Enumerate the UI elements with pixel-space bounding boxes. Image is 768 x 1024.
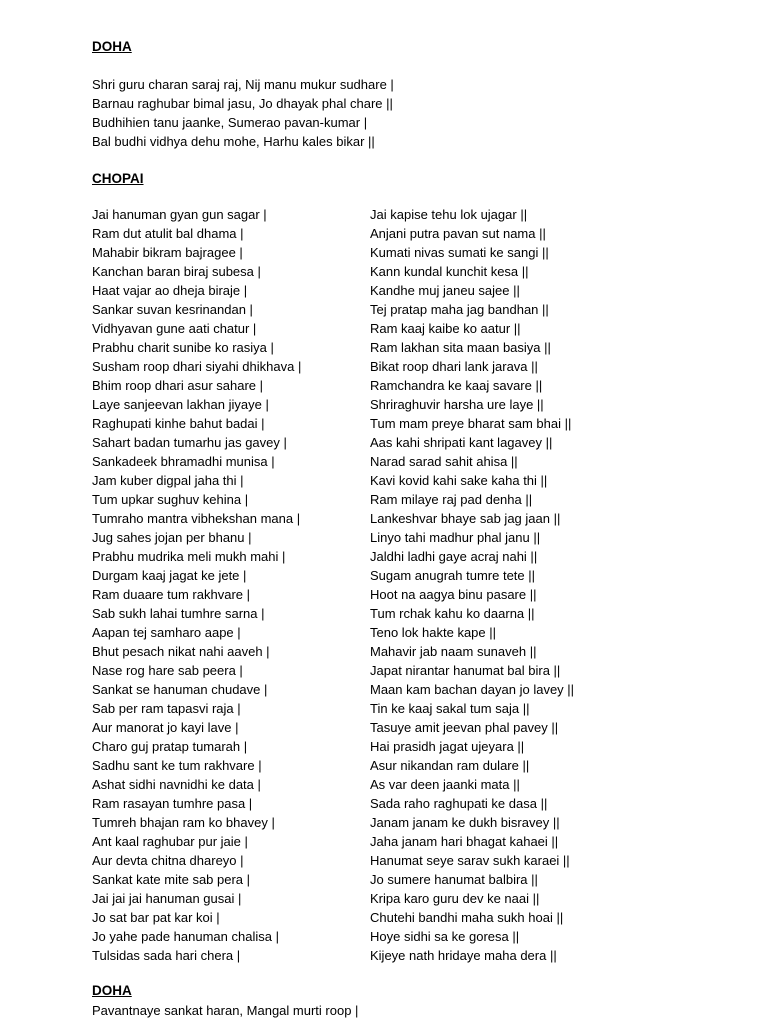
chopai-line-left: Ram duaare tum rakhvare |: [92, 587, 250, 602]
chopai-line-right: Aas kahi shripati kant lagavey ||: [370, 435, 553, 450]
chopai-line-left: Sankadeek bhramadhi munisa |: [92, 454, 275, 469]
chopai-line-right: Tum rchak kahu ko daarna ||: [370, 606, 535, 621]
verse-line: Pavantnaye sankat haran, Mangal murti roop |: [92, 1003, 359, 1018]
chopai-line-right: Tej pratap maha jag bandhan ||: [370, 302, 549, 317]
chopai-line-right: Japat nirantar hanumat bal bira ||: [370, 663, 561, 678]
chopai-line-left: Ram rasayan tumhre pasa |: [92, 796, 253, 811]
chopai-line-right: As var deen jaanki mata ||: [370, 777, 520, 792]
chopai-line-right: Hoot na aagya binu pasare ||: [370, 587, 537, 602]
chopai-line-left: Haat vajar ao dheja biraje |: [92, 283, 248, 298]
chopai-line-left: Ant kaal raghubar pur jaie |: [92, 834, 248, 849]
chopai-line-left: Bhut pesach nikat nahi aaveh |: [92, 644, 270, 659]
chopai-line-right: Ram lakhan sita maan basiya ||: [370, 340, 551, 355]
chopai-line-left: Sahart badan tumarhu jas gavey |: [92, 435, 287, 450]
doha-verses: [92, 75, 394, 151]
chopai-line-left: Jo yahe pade hanuman chalisa |: [92, 929, 279, 944]
chopai-line-right: Jai kapise tehu lok ujagar ||: [370, 207, 528, 222]
chopai-line-right: Maan kam bachan dayan jo lavey ||: [370, 682, 575, 697]
chopai-line-left: Tumraho mantra vibhekshan mana |: [92, 511, 301, 526]
chopai-line-right: Anjani putra pavan sut nama ||: [370, 226, 546, 241]
chopai-line-left: Tum upkar sughuv kehina |: [92, 492, 249, 507]
chopai-line-right: Ramchandra ke kaaj savare ||: [370, 378, 543, 393]
chopai-line-right: Kijeye nath hridaye maha dera ||: [370, 948, 557, 963]
chopai-line-left: Sab per ram tapasvi raja |: [92, 701, 241, 716]
chopai-line-right: Kandhe muj janeu sajee ||: [370, 283, 520, 298]
doha-closing-verses: [92, 1001, 358, 1020]
chopai-line-left: Sankat kate mite sab pera |: [92, 872, 251, 887]
chopai-verses: [92, 205, 690, 965]
chopai-line-left: Sankat se hanuman chudave |: [92, 682, 268, 697]
chopai-line-left: Ram dut atulit bal dhama |: [92, 226, 244, 241]
chopai-line-right: Asur nikandan ram dulare ||: [370, 758, 530, 773]
chopai-line-left: Aur manorat jo kayi lave |: [92, 720, 239, 735]
chopai-line-right: Kavi kovid kahi sake kaha thi ||: [370, 473, 548, 488]
chopai-line-right: Shriraghuvir harsha ure laye ||: [370, 397, 544, 412]
chopai-line-right: Hoye sidhi sa ke goresa ||: [370, 929, 520, 944]
verse-line: Budhihien tanu jaanke, Sumerao pavan-kumar |: [92, 115, 368, 130]
chopai-line-right: Bikat roop dhari lank jarava ||: [370, 359, 538, 374]
doha-closing-heading: DOHA: [92, 983, 132, 998]
chopai-line-left: Bhim roop dhari asur sahare |: [92, 378, 264, 393]
chopai-line-left: Ashat sidhi navnidhi ke data |: [92, 777, 261, 792]
doha-heading: DOHA: [92, 39, 132, 54]
chopai-line-left: Durgam kaaj jagat ke jete |: [92, 568, 247, 583]
chopai-line-right: Teno lok hakte kape ||: [370, 625, 497, 640]
chopai-line-right: Ram kaaj kaibe ko aatur ||: [370, 321, 521, 336]
chopai-line-right: Hai prasidh jagat ujeyara ||: [370, 739, 525, 754]
chopai-line-right: Mahavir jab naam sunaveh ||: [370, 644, 537, 659]
chopai-line-left: Charo guj pratap tumarah |: [92, 739, 248, 754]
chopai-line-right: Jaldhi ladhi gaye acraj nahi ||: [370, 549, 538, 564]
chopai-line-left: Nase rog hare sab peera |: [92, 663, 243, 678]
verse-line: Shri guru charan saraj raj, Nij manu mukur sudhare |: [92, 77, 394, 92]
chopai-line-left: Tulsidas sada hari chera |: [92, 948, 241, 963]
chopai-line-right: Tin ke kaaj sakal tum saja ||: [370, 701, 530, 716]
chopai-line-right: Kumati nivas sumati ke sangi ||: [370, 245, 549, 260]
chopai-line-left: Tumreh bhajan ram ko bhavey |: [92, 815, 275, 830]
chopai-line-right: Lankeshvar bhaye sab jag jaan ||: [370, 511, 561, 526]
chopai-line-left: Aur devta chitna dhareyo |: [92, 853, 244, 868]
chopai-line-left: Jai jai jai hanuman gusai |: [92, 891, 242, 906]
chopai-line-right: Kripa karo guru dev ke naai ||: [370, 891, 540, 906]
chopai-line-right: Jaha janam hari bhagat kahaei ||: [370, 834, 559, 849]
chopai-line-right: Janam janam ke dukh bisravey ||: [370, 815, 560, 830]
chopai-line-left: Jai hanuman gyan gun sagar |: [92, 207, 267, 222]
chopai-line-left: Aapan tej samharo aape |: [92, 625, 241, 640]
chopai-line-right: Kann kundal kunchit kesa ||: [370, 264, 529, 279]
verse-line: Barnau raghubar bimal jasu, Jo dhayak phal chare ||: [92, 96, 393, 111]
chopai-line-left: Sab sukh lahai tumhre sarna |: [92, 606, 265, 621]
chopai-line-left: Sankar suvan kesrinandan |: [92, 302, 253, 317]
chopai-line-left: Sadhu sant ke tum rakhvare |: [92, 758, 262, 773]
chopai-line-right: Chutehi bandhi maha sukh hoai ||: [370, 910, 564, 925]
chopai-line-left: Kanchan baran biraj subesa |: [92, 264, 261, 279]
verse-line: Bal budhi vidhya dehu mohe, Harhu kales bikar ||: [92, 134, 375, 149]
chopai-line-right: Sada raho raghupati ke dasa ||: [370, 796, 548, 811]
chopai-line-left: Jo sat bar pat kar koi |: [92, 910, 220, 925]
chopai-line-left: Susham roop dhari siyahi dhikhava |: [92, 359, 302, 374]
chopai-line-right: Hanumat seye sarav sukh karaei ||: [370, 853, 570, 868]
chopai-line-left: Laye sanjeevan lakhan jiyaye |: [92, 397, 269, 412]
chopai-line-left: Vidhyavan gune aati chatur |: [92, 321, 257, 336]
chopai-line-left: Mahabir bikram bajragee |: [92, 245, 243, 260]
chopai-line-right: Narad sarad sahit ahisa ||: [370, 454, 518, 469]
chopai-line-right: Tasuye amit jeevan phal pavey ||: [370, 720, 559, 735]
chopai-line-left: Jam kuber digpal jaha thi |: [92, 473, 244, 488]
chopai-line-right: Linyo tahi madhur phal janu ||: [370, 530, 541, 545]
chopai-line-left: Jug sahes jojan per bhanu |: [92, 530, 252, 545]
chopai-line-right: Ram milaye raj pad denha ||: [370, 492, 533, 507]
chopai-line-left: Prabhu charit sunibe ko rasiya |: [92, 340, 274, 355]
chopai-line-left: Raghupati kinhe bahut badai |: [92, 416, 265, 431]
chopai-line-right: Tum mam preye bharat sam bhai ||: [370, 416, 572, 431]
chopai-line-right: Sugam anugrah tumre tete ||: [370, 568, 536, 583]
chopai-line-right: Jo sumere hanumat balbira ||: [370, 872, 538, 887]
chopai-line-left: Prabhu mudrika meli mukh mahi |: [92, 549, 286, 564]
chopai-heading: CHOPAI: [92, 171, 144, 186]
